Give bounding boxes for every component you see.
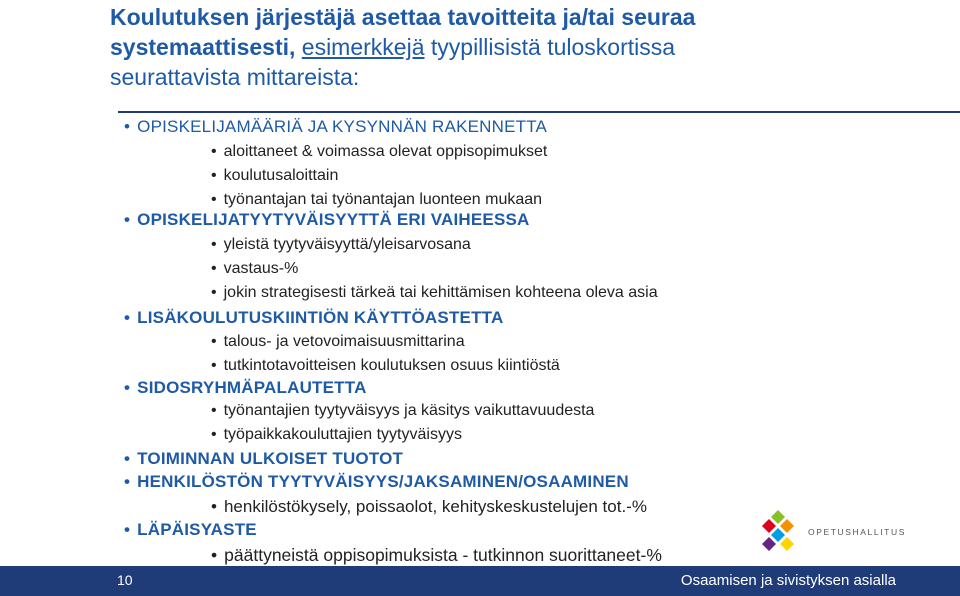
list-item [211, 143, 547, 161]
bullet-icon: • [211, 236, 217, 253]
section-heading [124, 520, 257, 540]
bullet-icon: • [211, 497, 217, 516]
footer-bar [0, 566, 960, 596]
title-line-3: seurattavista mittareista: [110, 64, 360, 90]
list-item [211, 545, 662, 566]
bullet-icon: • [211, 167, 217, 184]
bullet-icon: • [211, 545, 218, 565]
section-heading [124, 308, 503, 328]
item-text: talous- ja vetovoimaisuusmittarina [223, 333, 465, 350]
bullet-icon: • [211, 333, 217, 350]
list-item [211, 260, 298, 278]
item-text: yleistä tyytyväisyyttä/yleisarvosana [223, 236, 471, 253]
item-text: aloittaneet & voimassa olevat oppisopimukset [223, 143, 548, 160]
bullet-icon: • [124, 117, 131, 136]
item-text: työnantajien tyytyväisyys ja käsitys vaikuttavuudesta [223, 402, 595, 419]
title-line-2-end: tyypillisistä tuloskortissa [424, 34, 676, 60]
list-item [211, 191, 542, 209]
bullet-icon: • [211, 260, 217, 277]
item-text: päättyneistä oppisopimuksista - tutkinnon suorittaneet-% [224, 545, 662, 565]
item-text: työnantajan tai työnantajan luonteen mukaan [223, 191, 543, 208]
bullet-icon: • [124, 472, 131, 491]
item-text: OPISKELIJAMÄÄRIÄ JA KYSYNNÄN RAKENNETTA [137, 117, 548, 136]
bullet-icon: • [124, 449, 131, 468]
bullet-icon: • [124, 520, 131, 539]
list-item [211, 333, 465, 351]
item-text: LÄPÄISYASTE [137, 520, 257, 539]
list-item [211, 357, 560, 375]
bullet-icon: • [211, 284, 217, 301]
item-text: OPISKELIJATYYTYVÄISYYTTÄ ERI VAIHEESSA [137, 210, 530, 229]
section-heading [124, 472, 629, 492]
list-item [211, 236, 471, 254]
item-text: HENKILÖSTÖN TYYTYVÄISYYS/JAKSAMINEN/OSAAMINEN [137, 472, 629, 491]
section-heading [124, 378, 367, 398]
item-text: vastaus-% [223, 260, 299, 277]
page-number: 10 [117, 572, 133, 588]
bullet-icon: • [211, 191, 217, 208]
list-item [211, 284, 658, 302]
title-link-esimerkkeja[interactable]: esimerkkejä [301, 34, 425, 60]
bullet-icon: • [211, 426, 217, 443]
footer-slogan: Osaamisen ja sivistyksen asialla [680, 572, 896, 589]
logo-text: OPETUSHALLITUS [808, 527, 906, 537]
item-text: SIDOSRYHMÄPALAUTETTA [137, 378, 367, 397]
item-text: TOIMINNAN ULKOISET TUOTOT [137, 449, 404, 468]
bullet-icon: • [211, 143, 217, 160]
section-heading [124, 449, 403, 469]
item-text: työpaikkakouluttajien tyytyväisyys [223, 426, 462, 443]
title-divider [118, 111, 960, 113]
bullet-icon: • [124, 378, 131, 397]
section-heading [124, 210, 530, 230]
slide-title [110, 2, 810, 92]
section-heading [124, 117, 547, 137]
title-line-1: Koulutuksen järjestäjä asettaa tavoitteita ja/tai seuraa [110, 4, 696, 30]
item-text: tutkintotavoitteisen koulutuksen osuus kiintiöstä [223, 357, 560, 374]
item-text: jokin strategisesti tärkeä tai kehittämisen kohteena oleva asia [223, 284, 658, 301]
item-text: koulutusaloittain [223, 167, 339, 184]
list-item [211, 167, 338, 185]
list-item [211, 426, 462, 444]
bullet-icon: • [211, 357, 217, 374]
bullet-icon: • [124, 210, 131, 229]
list-item [211, 497, 647, 517]
bullet-icon: • [124, 308, 131, 327]
list-item [211, 402, 594, 420]
item-text: henkilöstökysely, poissaolot, kehityskeskustelujen tot.-% [223, 497, 647, 516]
item-text: LISÄKOULUTUSKIINTIÖN KÄYTTÖASTETTA [137, 308, 504, 327]
title-line-2-start: systemaattisesti, [110, 34, 302, 60]
bullet-icon: • [211, 402, 217, 419]
